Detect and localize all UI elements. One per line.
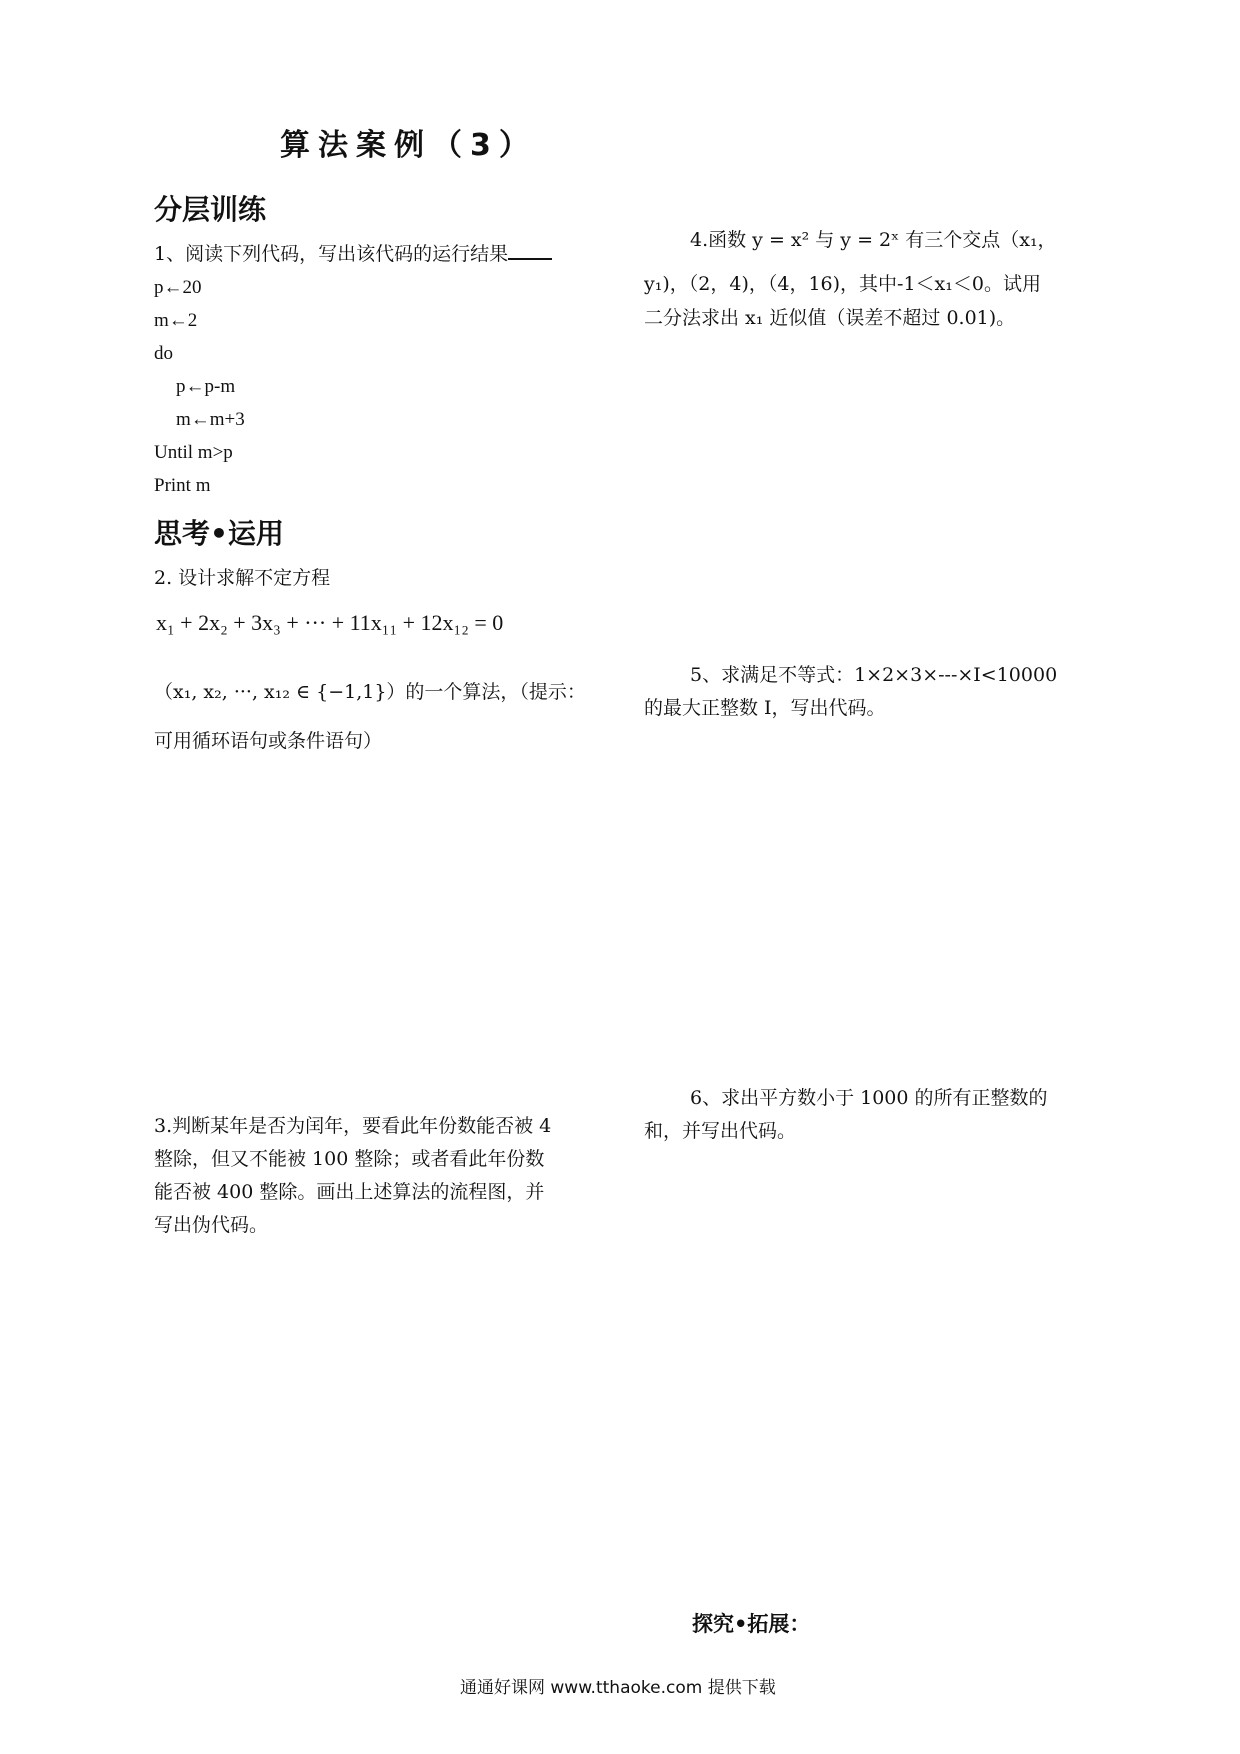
question-3-line: 3.判断某年是否为闰年，要看此年份数能否被 4 bbox=[154, 1115, 552, 1137]
code-line: p←20 bbox=[154, 277, 202, 298]
code-line: m←m+3 bbox=[176, 409, 245, 430]
question-2-line-3: 可用循环语句或条件语句） bbox=[154, 730, 383, 752]
question-1-text: 1、阅读下列代码，写出该代码的运行结果 bbox=[154, 243, 509, 265]
question-5-line-1: 5、求满足不等式：1×2×3×---×I<10000 bbox=[690, 664, 1058, 686]
question-1-prompt bbox=[154, 238, 552, 271]
question-3-line: 整除，但又不能被 100 整除；或者看此年份数 bbox=[154, 1148, 545, 1170]
question-4-line-3: 二分法求出 x₁ 近似值（误差不超过 0.01)。 bbox=[644, 307, 1016, 329]
code-line: Print m bbox=[154, 475, 211, 496]
answer-blank bbox=[508, 238, 552, 260]
question-2-line-1: 2. 设计求解不定方程 bbox=[154, 567, 331, 589]
code-line: m←2 bbox=[154, 310, 198, 331]
code-line: Until m>p bbox=[154, 442, 233, 463]
code-line: do bbox=[154, 343, 173, 364]
section-think-apply: 思考•运用 bbox=[154, 517, 284, 550]
question-6-line-1: 6、求出平方数小于 1000 的所有正整数的 bbox=[690, 1087, 1048, 1109]
footer-credit: 通通好课网 www.tthaoke.com 提供下载 bbox=[460, 1678, 776, 1698]
section-layered-training: 分层训练 bbox=[154, 193, 267, 226]
section-explore-extend: 探究•拓展： bbox=[692, 1612, 811, 1636]
code-line: p←p-m bbox=[176, 376, 236, 397]
question-4-line-2: y₁)，（2，4)，（4，16)，其中-1＜x₁＜0。试用 bbox=[644, 273, 1041, 295]
page-title: 算法案例（3） bbox=[280, 128, 537, 163]
question-3 bbox=[154, 1110, 604, 1242]
question-4-line-1: 4.函数 y = x² 与 y = 2ˣ 有三个交点（x₁， bbox=[690, 229, 1057, 251]
question-3-line: 能否被 400 整除。画出上述算法的流程图，并 bbox=[154, 1181, 545, 1203]
question-5-line-2: 的最大正整数 I，写出代码。 bbox=[644, 697, 886, 719]
question-2-line-2: （x₁, x₂, ···, x₁₂ ∈ {−1,1}）的一个算法，（提示： bbox=[154, 681, 586, 703]
question-3-line: 写出伪代码。 bbox=[154, 1214, 269, 1236]
question-2-equation: x₁ + 2x₂ + 3x₃ + ··· + 11x₁₁ + 12x₁₂ = 0 bbox=[156, 610, 504, 635]
question-1-code bbox=[154, 271, 245, 502]
question-6-line-2: 和，并写出代码。 bbox=[644, 1120, 797, 1142]
